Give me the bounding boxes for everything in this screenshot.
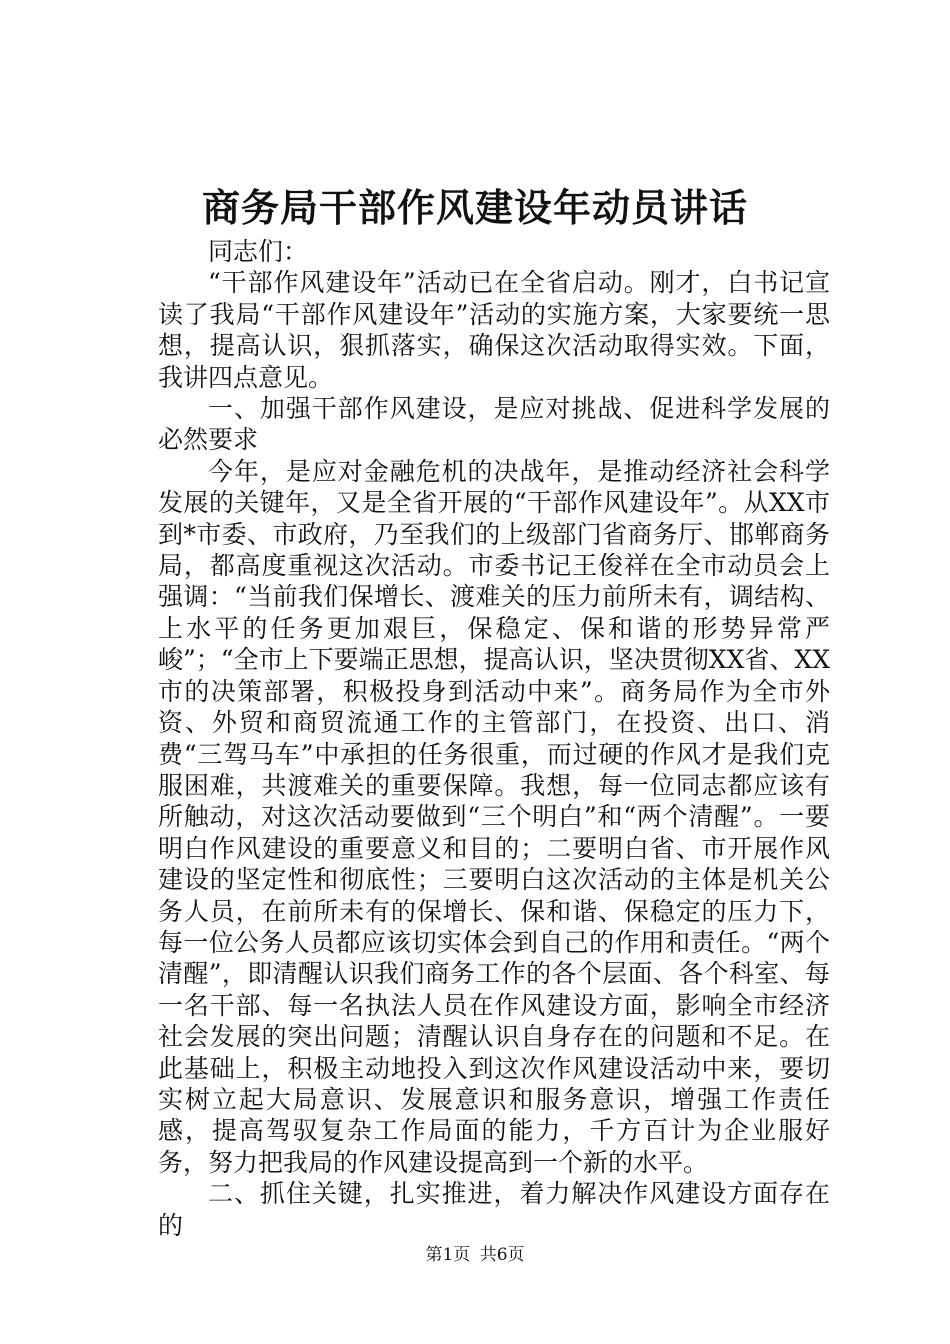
salutation-paragraph: 同志们：	[208, 237, 309, 266]
intro-paragraph: “干部作风建设年”活动已在全省启动。刚才，白书记宣读了我局“干部作风建设年”活动的实施方案，大家要统一思想，提高认识，狠抓落实，确保这次活动取得实效。下面，我讲四点意见。	[158, 268, 830, 392]
document-title: 商务局干部作风建设年动员讲话	[201, 185, 748, 230]
page-total: 共6页	[479, 1245, 525, 1265]
document-body	[158, 236, 830, 1241]
page-number: 第1页	[425, 1245, 471, 1265]
page-footer	[0, 1244, 950, 1266]
section-heading-2: 二、抓住关键，扎实推进，着力解决作风建设方面存在的	[158, 1179, 830, 1240]
section-1-paragraph: 今年，是应对金融危机的决战年，是推动经济社会科学发展的关键年，又是全省开展的“干部作风建设年”。从XX市到*市委、市政府，乃至我们的上级部门省商务厅、邯郸商务局，都高度重视这次活动。市委书记王俊祥在全市动员会上强调：“当前我们保增长、渡难关的压力前所未有，调结构、上水平的任务更加艰巨，保稳定、保和谐的形势异常严峻”；“全市上下要端正思想，提高认识，坚决贯彻XX省、XX市的决策部署，积极投身到活动中来”。商务局作为全市外资、外贸和商贸流通工作的主管部门，在投资、出口、消费“三驾马车”中承担的任务很重，而过硬的作风才是我们克服困难，共渡难关的重要保障。我想，每一位同志都应该有所触动，对这次活动要做到“三个明白”和“两个清醒”。一要明白作风建设的重要意义和目的；二要明白省、市开展作风建设的坚定性和彻底性；三要明白这次活动的主体是机关公务人员，在前所未有的保增长、保和谐、保稳定的压力下，每一位公务人员都应该切实体会到自己的作用和责任。“两个清醒”，即清醒认识我们商务工作的各个层面、各个科室、每一名干部、每一名执法人员在作风建设方面，影响全市经济社会发展的突出问题；清醒认识自身存在的问题和不足。在此基础上，积极主动地投入到这次作风建设活动中来，要切实树立起大局意识、发展意识和服务意识，增强工作责任感，提高驾驭复杂工作局面的能力，千方百计为企业服好务，努力把我局的作风建设提高到一个新的水平。	[158, 456, 830, 1177]
section-heading-1: 一、加强干部作风建设，是应对挑战、促进科学发展的必然要求	[158, 394, 830, 455]
